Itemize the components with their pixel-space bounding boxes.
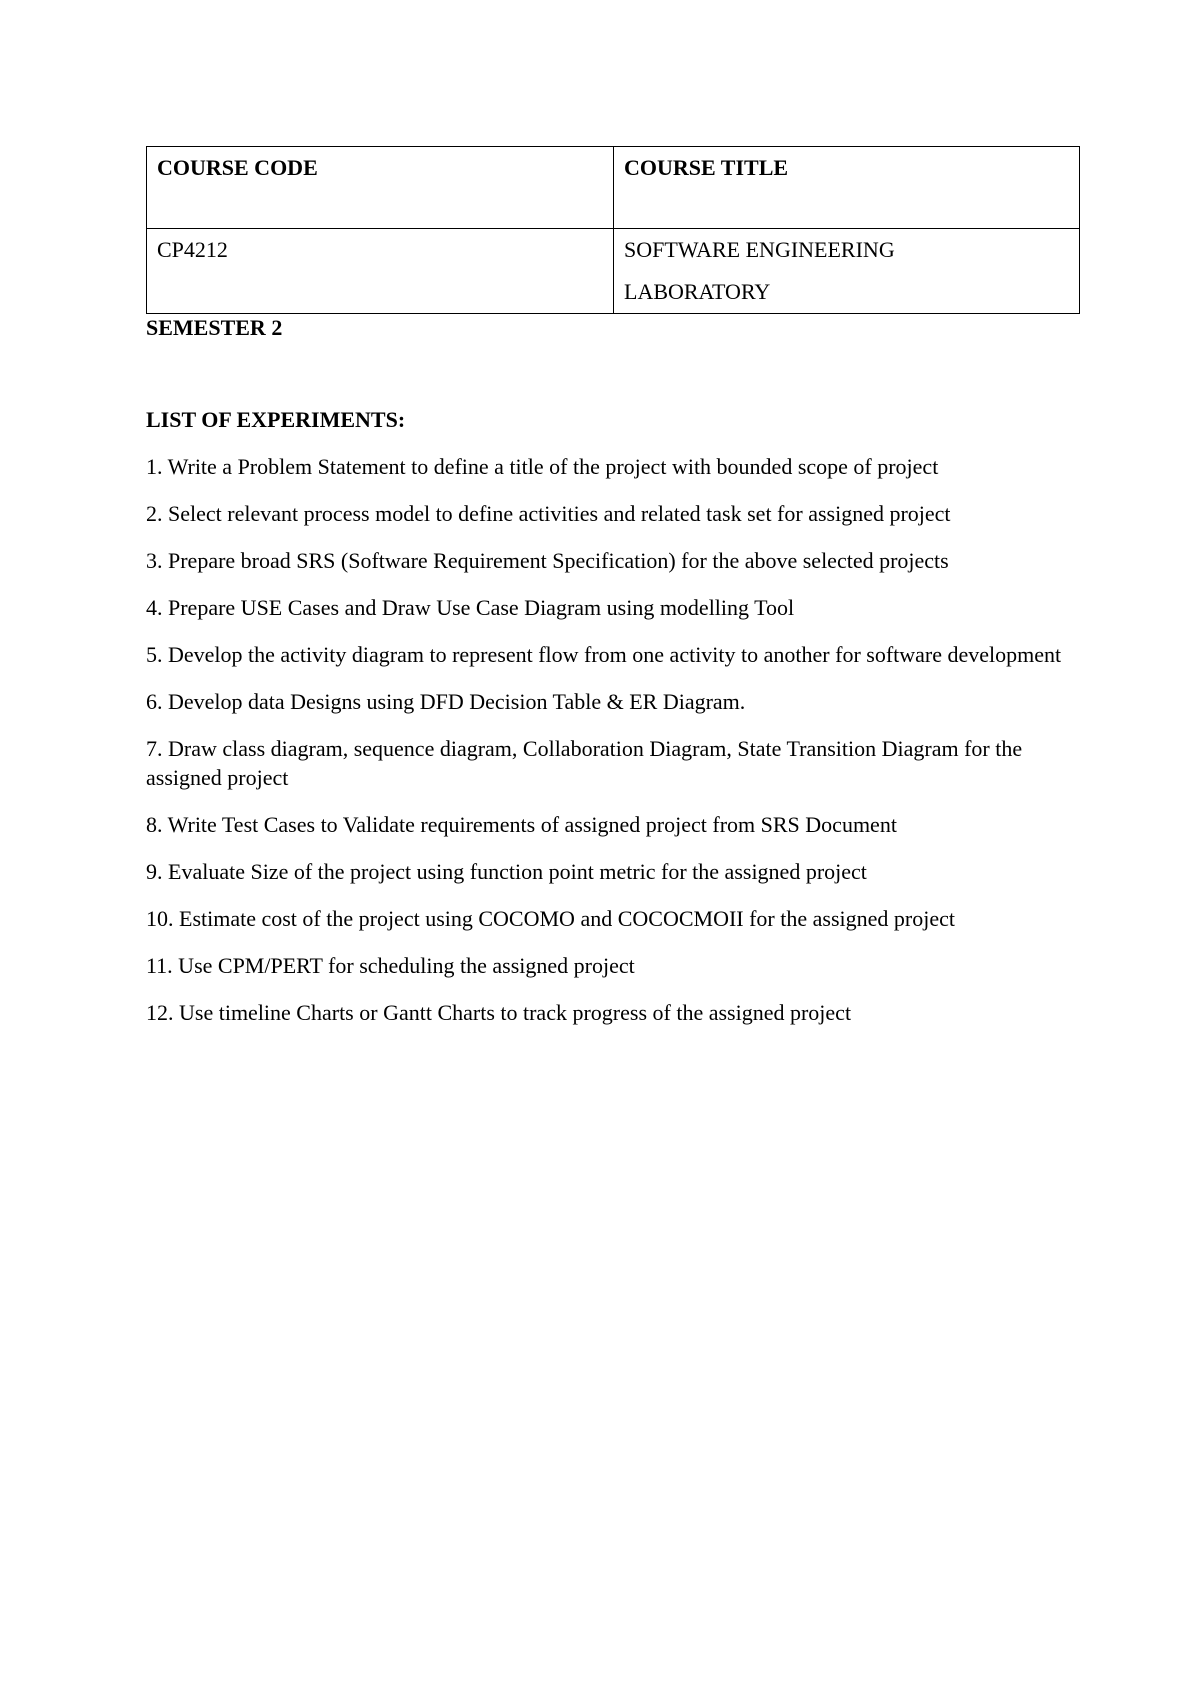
course-title-header: COURSE TITLE xyxy=(614,147,1080,229)
experiment-item: 2. Select relevant process model to define activities and related task set for assigned project xyxy=(146,501,951,526)
experiment-item: 1. Write a Problem Statement to define a title of the project with bounded scope of project xyxy=(146,454,939,479)
experiment-item: 5. Develop the activity diagram to represent flow from one activity to another for software development xyxy=(146,642,1062,667)
course-code-header: COURSE CODE xyxy=(147,147,614,229)
experiment-item: 6. Develop data Designs using DFD Decision Table & ER Diagram. xyxy=(146,689,746,714)
experiment-item: 9. Evaluate Size of the project using function point metric for the assigned project xyxy=(146,859,867,884)
experiment-item: 7. Draw class diagram, sequence diagram, Collaboration Diagram, State Transition Diagram for the assigned project xyxy=(146,736,1023,790)
list-heading: LIST OF EXPERIMENTS: xyxy=(146,407,406,432)
experiment-list xyxy=(146,452,1066,1045)
course-code-value: CP4212 xyxy=(147,229,614,314)
experiment-item: 3. Prepare broad SRS (Software Requirement Specification) for the above selected projects xyxy=(146,548,949,573)
experiment-item: 8. Write Test Cases to Validate requirements of assigned project from SRS Document xyxy=(146,812,897,837)
experiment-item: 12. Use timeline Charts or Gantt Charts to track progress of the assigned project xyxy=(146,1000,852,1025)
course-table-header-row xyxy=(147,147,1080,229)
semester-label: SEMESTER 2 xyxy=(146,315,283,340)
experiment-item: 4. Prepare USE Cases and Draw Use Case Diagram using modelling Tool xyxy=(146,595,795,620)
experiment-item: 10. Estimate cost of the project using COCOMO and COCOCMOII for the assigned project xyxy=(146,906,955,931)
course-table-row xyxy=(147,229,1080,314)
course-title-value xyxy=(614,229,1080,314)
course-title-line: SOFTWARE ENGINEERING xyxy=(624,237,895,262)
course-table xyxy=(146,146,1080,314)
course-title-line: LABORATORY xyxy=(624,279,771,304)
experiment-item: 11. Use CPM/PERT for scheduling the assigned project xyxy=(146,953,635,978)
